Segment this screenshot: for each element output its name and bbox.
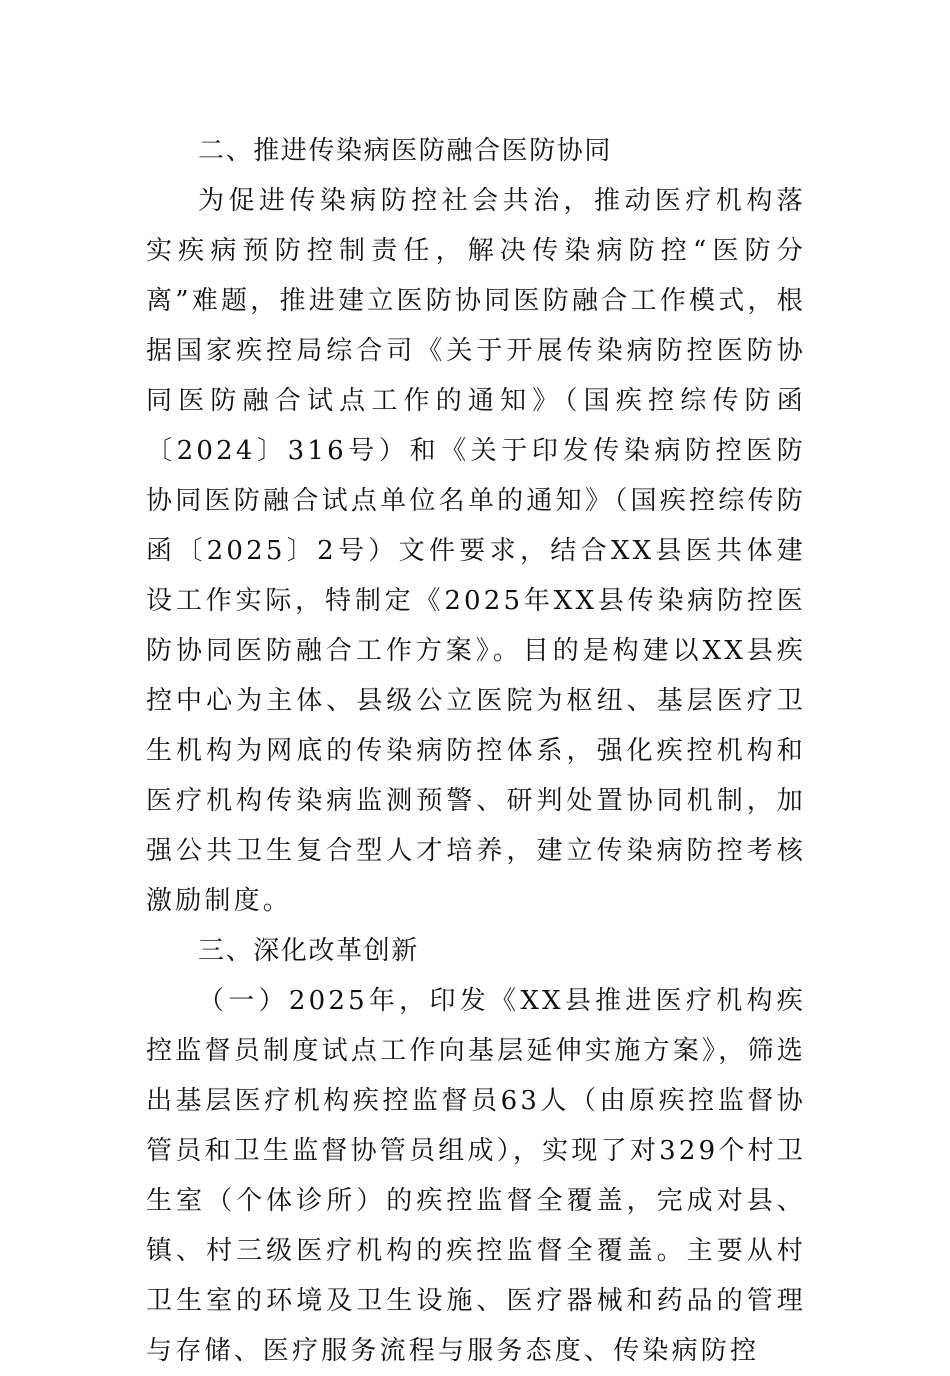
section-3-paragraph-1: （一）2025年，印发《XX县推进医疗机构疾控监督员制度试点工作向基层延伸实施方案》，筛选出基层医疗机构疾控监督员63人（由原疾控监督协管员和卫生监督协管员组成），实现了对329个村卫生室（个体诊所）的疾控监督全覆盖，完成对县、镇、村三级医疗机构的疾控监督全覆盖。主要从村卫生室的环境及卫生设施、医疗器械和药品的管理与存储、医疗服务流程与服务态度、传染病防控 xyxy=(146,986,806,1366)
section-2-paragraph: 为促进传染病防控社会共治，推动医疗机构落实疾病预防控制责任，解决传染病防控“医防分离”难题，推进建立医防协同医防融合工作模式，根据国家疾控局综合司《关于开展传染病防控医防协同医防融合试点工作的通知》（国疾控综传防函〔2024〕316号）和《关于印发传染病防控医防协同医防融合试点单位名单的通知》（国疾控综传防函〔2025〕2号）文件要求，结合XX县医共体建设工作实际，特制定《2025年XX县传染病防控医防协同医防融合工作方案》。目的是构建以XX县疾控中心为主体、县级公立医院为枢纽、基层医疗卫生机构为网底的传染病防控体系，强化疾控机构和医疗机构传染病监测预警、研判处置协同机制，加强公共卫生复合型人才培养，建立传染病防控考核激励制度。 xyxy=(146,186,806,916)
document-body xyxy=(146,126,806,1376)
section-heading-3: 三、深化改革创新 xyxy=(198,936,419,966)
section-heading-2: 二、推进传染病医防融合医防协同 xyxy=(198,136,613,166)
